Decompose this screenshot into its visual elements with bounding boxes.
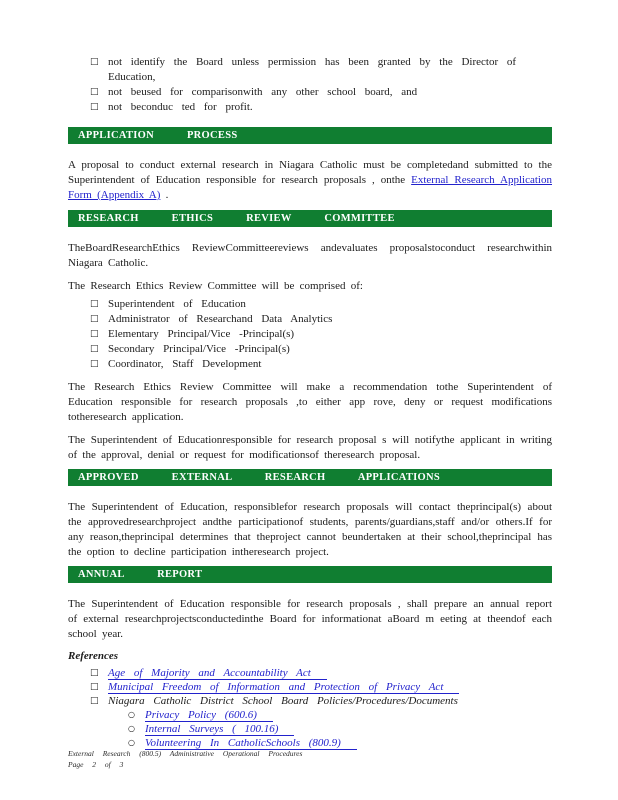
references-section xyxy=(68,649,552,750)
section-title: APPLICATION PROCESS xyxy=(78,130,238,141)
committee-members-list xyxy=(68,297,552,372)
ethics-committee-paragraph-2: The Research Ethics Review Committee will make a recommendation tothe Superintendent of Education responsible for research proposals ,to either app rove, deny or request modifications totheresearch application. xyxy=(68,381,552,423)
references-heading: References xyxy=(68,650,119,662)
references-list xyxy=(68,666,552,708)
list-item xyxy=(68,708,552,722)
intro-bullet-list xyxy=(68,55,552,115)
municipal-freedom-of-information-act-link[interactable]: Municipal Freedom of Information and Protection of Privacy Act xyxy=(108,681,459,694)
section-header-research-ethics-review-committee xyxy=(68,210,552,227)
circle-bullet-icon: ○ xyxy=(128,724,135,733)
paragraph-text: . xyxy=(165,189,169,201)
square-bullet-icon: □ xyxy=(90,344,99,354)
external-research-application-form-link[interactable]: External Research Application Form (Appendix A) xyxy=(68,174,552,201)
approved-applications-paragraph: The Superintendent of Education, responsiblefor research proposals will contact theprincipal(s) about the approvedresearchproject andthe participationof students, parents/guardians,staff and/or others.If for any reason,theprincipal determines that theproject cannot beundertaken at their school,theprincipal has the option to decline participation intheresearch project. xyxy=(68,501,552,558)
section-title: RESEARCH ETHICS REVIEW COMMITTEE xyxy=(78,213,395,224)
list-item xyxy=(68,100,552,115)
footer-page-number: Page 2 of 3 xyxy=(68,760,124,769)
paragraph-text: A proposal to conduct external research in Niagara Catholic must be completedand submitted to the Superintendent of Education responsible for research proposals , onthe xyxy=(68,159,552,186)
comprised-of-intro: The Research Ethics Review Committee will be comprised of: xyxy=(68,280,363,292)
square-bullet-icon: □ xyxy=(90,314,99,324)
section-header-application-process xyxy=(68,127,552,144)
bullet-text: Superintendent of Education xyxy=(108,298,246,310)
section-title: ANNUAL REPORT xyxy=(78,569,203,580)
square-bullet-icon: □ xyxy=(90,57,99,67)
square-bullet-icon: □ xyxy=(90,668,99,678)
volunteering-in-catholic-schools-link[interactable]: Volunteering In CatholicSchools (800.9) xyxy=(145,737,357,750)
list-item xyxy=(68,694,552,708)
board-documents-label: Niagara Catholic District School Board Policies/Procedures/Documents xyxy=(108,695,458,707)
bullet-text: Administrator of Researchand Data Analytics xyxy=(108,313,333,325)
annual-report-paragraph: The Superintendent of Education responsible for research proposals , shall prepare an annual report of external researchprojectsconductedinthe Board for informationat aBoard m eeting at theendof each school year. xyxy=(68,598,552,640)
bullet-text: not identify the Board unless permission has been granted by the Director of Education, xyxy=(108,56,517,83)
internal-surveys-link[interactable]: Internal Surveys ( 100.16) xyxy=(145,723,294,736)
list-item xyxy=(68,312,552,327)
section-header-annual-report xyxy=(68,566,552,583)
square-bullet-icon: □ xyxy=(90,87,99,97)
list-item xyxy=(68,666,552,680)
list-item xyxy=(68,680,552,694)
square-bullet-icon: □ xyxy=(90,359,99,369)
bullet-text: Elementary Principal/Vice -Principal(s) xyxy=(108,328,295,340)
square-bullet-icon: □ xyxy=(90,102,99,112)
list-item xyxy=(68,357,552,372)
bullet-text: Secondary Principal/Vice -Principal(s) xyxy=(108,343,290,355)
section-header-approved-external-research-applications xyxy=(68,469,552,486)
circle-bullet-icon: ○ xyxy=(128,710,135,719)
list-item xyxy=(68,55,552,85)
section-title: APPROVED EXTERNAL RESEARCH APPLICATIONS xyxy=(78,472,441,483)
bullet-text: Coordinator, Staff Development xyxy=(108,358,262,370)
ethics-committee-paragraph-3: The Superintendent of Educationresponsible for research proposal s will notifythe applicant in writing of the approval, denial or request for modificationsof theresearch proposal. xyxy=(68,434,552,461)
circle-bullet-icon: ○ xyxy=(128,738,135,747)
square-bullet-icon: □ xyxy=(90,299,99,309)
application-process-paragraph xyxy=(68,158,552,203)
bullet-text: not beused for comparisonwith any other school board, and xyxy=(108,86,418,98)
list-item xyxy=(68,342,552,357)
age-of-majority-act-link[interactable]: Age of Majority and Accountability Act xyxy=(108,667,327,680)
square-bullet-icon: □ xyxy=(90,329,99,339)
list-item xyxy=(68,85,552,100)
list-item xyxy=(68,722,552,736)
footer-document-title: External Research (800.5) Administrative Operational Procedures xyxy=(68,749,303,758)
square-bullet-icon: □ xyxy=(90,682,99,692)
page-footer xyxy=(68,748,302,770)
ethics-committee-paragraph-1: TheBoardResearchEthics ReviewCommitteereviews andevaluates proposalstoconduct researchwithin Niagara Catholic. xyxy=(68,242,552,269)
board-documents-list xyxy=(68,708,552,750)
square-bullet-icon: □ xyxy=(90,696,99,706)
list-item xyxy=(68,297,552,312)
bullet-text: not beconduc ted for profit. xyxy=(108,101,253,113)
list-item xyxy=(68,327,552,342)
privacy-policy-link[interactable]: Privacy Policy (600.6) xyxy=(145,709,273,722)
